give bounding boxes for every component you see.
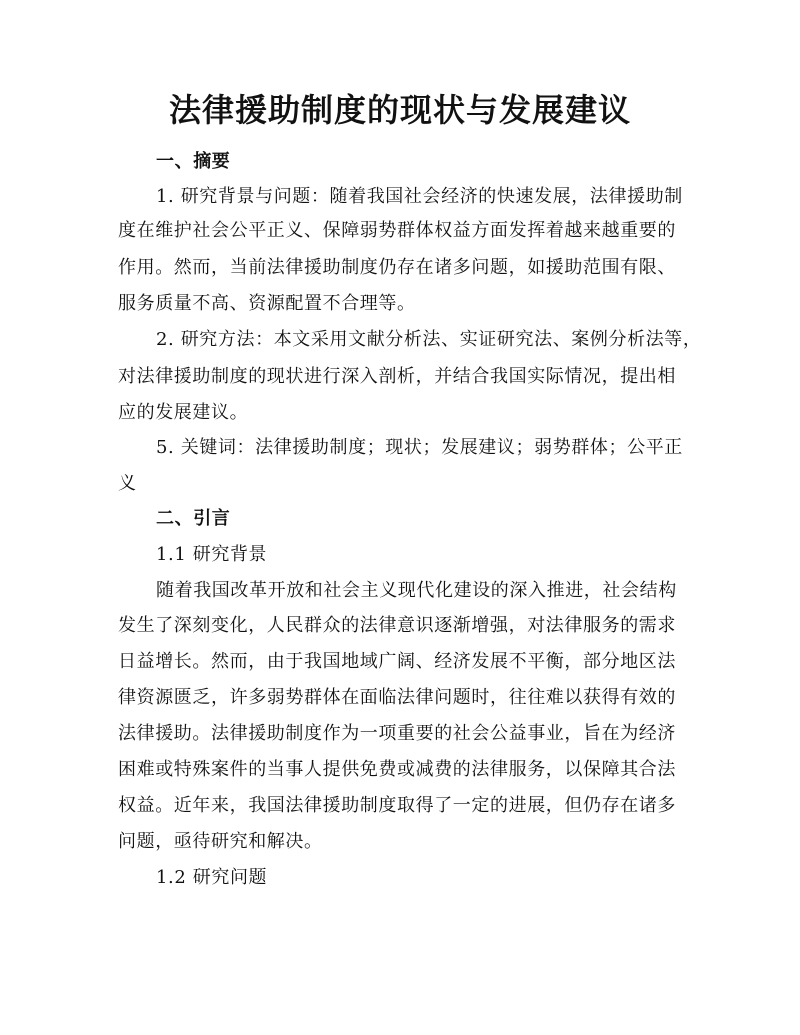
paragraph-line: 应的发展建议。 — [118, 402, 249, 423]
paragraph-line: 度在维护社会公平正义、保障弱势群体权益方面发挥着越来越重要的 — [118, 220, 676, 241]
paragraph-line: 对法律援助制度的现状进行深入剖析，并结合我国实际情况，提出相 — [118, 366, 676, 387]
paragraph-line: 作用。然而，当前法律援助制度仍存在诸多问题，如援助范围有限、 — [118, 257, 676, 278]
paragraph-line: 发生了深刻变化，人民群众的法律意识逐渐增强，对法律服务的需求 — [118, 615, 676, 636]
paragraph-line: 2. 研究方法：本文采用文献分析法、实证研究法、案例分析法等， — [156, 329, 702, 350]
paragraph-line: 日益增长。然而，由于我国地域广阔、经济发展不平衡，部分地区法 — [118, 651, 676, 672]
paragraph-line: 1. 研究背景与问题：随着我国社会经济的快速发展，法律援助制 — [156, 186, 683, 207]
paragraph-line: 义 — [118, 473, 137, 494]
document-title: 法律援助制度的现状与发展建议 — [168, 91, 631, 129]
section-heading-intro: 二、引言 — [156, 508, 231, 529]
section-heading-abstract: 一、摘要 — [156, 151, 231, 172]
paragraph-line: 权益。近年来，我国法律援助制度取得了一定的进展，但仍存在诸多 — [118, 795, 676, 816]
paragraph-line: 律资源匮乏，许多弱势群体在面临法律问题时，往往难以获得有效的 — [118, 687, 676, 708]
paragraph-line: 问题，亟待研究和解决。 — [118, 831, 323, 852]
paragraph-line: 法律援助。法律援助制度作为一项重要的社会公益事业，旨在为经济 — [118, 723, 676, 744]
paragraph-line: 困难或特殊案件的当事人提供免费或减费的法律服务，以保障其合法 — [118, 759, 676, 780]
paragraph-line: 5. 关键词：法律援助制度；现状；发展建议；弱势群体；公平正 — [156, 437, 683, 458]
subsection-heading: 1.1 研究背景 — [156, 544, 268, 565]
subsection-heading: 1.2 研究问题 — [156, 867, 268, 888]
paragraph-line: 服务质量不高、资源配置不合理等。 — [118, 293, 416, 314]
paragraph-line: 随着我国改革开放和社会主义现代化建设的深入推进，社会结构 — [156, 580, 677, 601]
